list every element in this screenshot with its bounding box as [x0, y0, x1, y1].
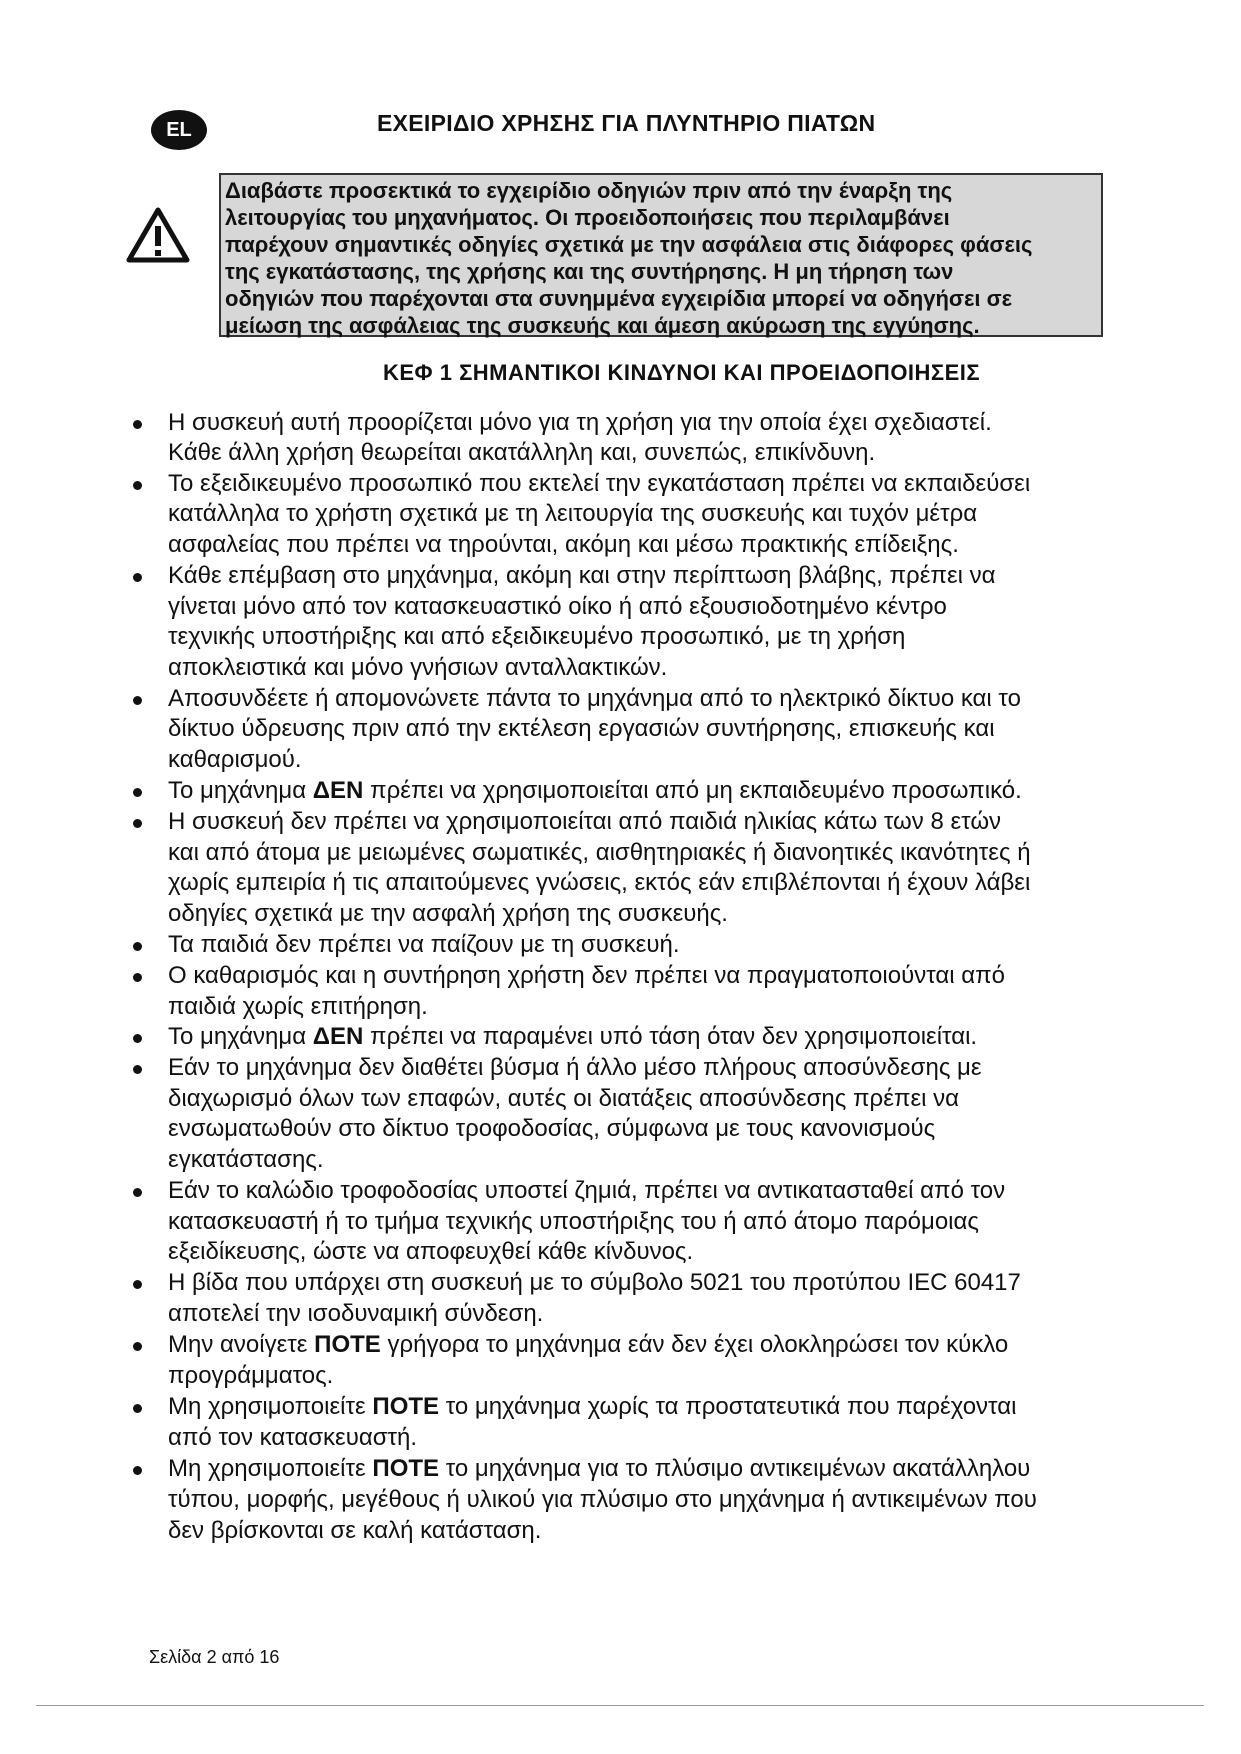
- bullet-text-line: καθαρισμού.: [168, 746, 302, 773]
- bullet-text-line: και από άτομα με μειωμένες σωματικές, αισθητηριακές ή διανοητικές ικανότητες ή: [168, 839, 1031, 866]
- bullet-icon: [133, 420, 142, 429]
- bullet-text-line: Μην ανοίγετε ΠΟΤΕ γρήγορα το μηχάνημα εάν δεν έχει ολοκληρώσει τον κύκλο: [168, 1331, 1009, 1358]
- bullet-text-line: εγκατάστασης.: [168, 1146, 324, 1173]
- bullet-icon: [133, 788, 142, 797]
- bullet-text-line: Εάν το καλώδιο τροφοδοσίας υποστεί ζημιά, πρέπει να αντικατασταθεί από τον: [168, 1177, 1006, 1204]
- bullet-text-line: Η συσκευή δεν πρέπει να χρησιμοποιείται από παιδιά ηλικίας κάτω των 8 ετών: [168, 808, 1002, 835]
- document-title: ΕΧΕΙΡΙΔΙΟ ΧΡΗΣΗΣ ΓΙΑ ΠΛΥΝΤΗΡΙΟ ΠΙΑΤΩΝ: [377, 110, 876, 136]
- warning-line: οδηγιών που παρέχονται στα συνημμένα εγχειρίδια μπορεί να οδηγήσει σε: [225, 286, 1013, 311]
- emphasis-text: ΠΟΤΕ: [314, 1331, 381, 1358]
- bullet-text-line: Κάθε επέμβαση στο μηχάνημα, ακόμη και στην περίπτωση βλάβης, πρέπει να: [168, 562, 996, 589]
- footer-divider: [36, 1705, 1204, 1706]
- bullet-text-line: Εάν το μηχάνημα δεν διαθέτει βύσμα ή άλλο μέσο πλήρους αποσύνδεσης με: [168, 1054, 982, 1081]
- bullet-icon: [133, 1065, 142, 1074]
- bullet-text-line: ασφαλείας που πρέπει να τηρούνται, ακόμη και μέσω πρακτικής επίδειξης.: [168, 531, 959, 558]
- bullet-icon: [133, 1342, 142, 1351]
- bullet-text-line: Μη χρησιμοποιείτε ΠΟΤΕ το μηχάνημα για το πλύσιμο αντικειμένων ακατάλληλου: [168, 1455, 1031, 1482]
- bullet-text-line: Μη χρησιμοποιείτε ΠΟΤΕ το μηχάνημα χωρίς τα προστατευτικά που παρέχονται: [168, 1393, 1017, 1420]
- bullet-text-line: Το μηχάνημα ΔΕΝ πρέπει να παραμένει υπό τάση όταν δεν χρησιμοποιείται.: [168, 1023, 978, 1050]
- bullet-icon: [133, 819, 142, 828]
- bullet-icon: [133, 1188, 142, 1197]
- warning-line: της εγκατάστασης, της χρήσης και της συντήρησης. Η μη τήρηση των: [225, 259, 954, 284]
- bullet-icon: [133, 573, 142, 582]
- bullet-text-line: Ο καθαρισμός και η συντήρηση χρήστη δεν πρέπει να πραγματοποιούνται από: [168, 962, 1005, 989]
- language-badge: EL: [151, 110, 207, 150]
- warning-line: Διαβάστε προσεκτικά το εγχειρίδιο οδηγιών πριν από την έναρξη της: [225, 178, 953, 203]
- bullet-text-line: παιδιά χωρίς επιτήρηση.: [168, 993, 428, 1020]
- emphasis-text: ΔΕΝ: [312, 1023, 364, 1050]
- bullet-text-line: αποτελεί την ισοδυναμική σύνδεση.: [168, 1300, 544, 1327]
- bullet-text-line: κατάλληλα το χρήστη σχετικά με τη λειτουργία της συσκευής και τυχόν μέτρα: [168, 500, 978, 527]
- bullet-icon: [133, 973, 142, 982]
- bullet-text-line: τεχνικής υποστήριξης και από εξειδικευμένο προσωπικό, με τη χρήση: [168, 623, 906, 650]
- emphasis-text: ΠΟΤΕ: [372, 1393, 440, 1420]
- bullet-text-line: τύπου, μορφής, μεγέθους ή υλικού για πλύσιμο στο μηχάνημα ή αντικειμένων που: [168, 1486, 1037, 1513]
- bullet-text-line: γίνεται μόνο από τον κατασκευαστικό οίκο ή από εξουσιοδοτημένο κέντρο: [168, 593, 947, 620]
- bullet-text-line: Η βίδα που υπάρχει στη συσκευή με το σύμβολο 5021 του προτύπου IEC 60417: [168, 1269, 1021, 1296]
- warning-line: παρέχουν σημαντικές οδηγίες σχετικά με την ασφάλεια στις διάφορες φάσεις: [225, 232, 1033, 257]
- bullet-text-line: οδηγίες σχετικά με την ασφαλή χρήση της συσκευής.: [168, 900, 728, 927]
- warning-line: μείωση της ασφάλειας της συσκευής και άμεση ακύρωση της εγγύησης.: [225, 313, 980, 338]
- bullet-icon: [133, 1280, 142, 1289]
- bullet-text-line: κατασκευαστή ή το τμήμα τεχνικής υποστήριξης του ή από άτομο παρόμοιας: [168, 1208, 979, 1235]
- page-number: Σελίδα 2 από 16: [149, 1647, 280, 1667]
- bullet-icon: [133, 1034, 142, 1043]
- bullet-text-line: ενσωματωθούν στο δίκτυο τροφοδοσίας, σύμφωνα με τους κανονισμούς: [168, 1115, 936, 1142]
- bullet-text-line: δεν βρίσκονται σε καλή κατάσταση.: [168, 1517, 542, 1544]
- bullet-text-line: αποκλειστικά και μόνο γνήσιων ανταλλακτικών.: [168, 654, 668, 681]
- bullet-text-line: Τα παιδιά δεν πρέπει να παίζουν με τη συσκευή.: [168, 931, 680, 958]
- bullet-text-line: διαχωρισμό όλων των επαφών, αυτές οι διατάξεις αποσύνδεσης πρέπει να: [168, 1085, 960, 1112]
- bullet-text-line: χωρίς εμπειρία ή τις απαιτούμενες γνώσεις, εκτός εάν επιβλέπονται ή έχουν λάβει: [168, 869, 1031, 896]
- chapter-title: ΚΕΦ 1 ΣΗΜΑΝΤΙΚΟΙ ΚΙΝΔΥΝΟΙ ΚΑΙ ΠΡΟΕΙΔΟΠΟΙΗΣΕΙΣ: [383, 360, 981, 385]
- bullet-text-line: από τον κατασκευαστή.: [168, 1424, 418, 1451]
- bullet-text-line: Το εξειδικευμένο προσωπικό που εκτελεί την εγκατάσταση πρέπει να εκπαιδεύσει: [168, 470, 1031, 497]
- bullet-text-line: δίκτυο ύδρευσης πριν από την εκτέλεση εργασιών συντήρησης, επισκευής και: [168, 715, 995, 742]
- bullet-icon: [133, 942, 142, 951]
- bullet-text-line: Αποσυνδέετε ή απομονώνετε πάντα το μηχάνημα από το ηλεκτρικό δίκτυο και το: [168, 685, 1021, 712]
- bullet-icon: [133, 1404, 142, 1413]
- bullet-icon: [133, 696, 142, 705]
- bullet-text-line: εξειδίκευσης, ώστε να αποφευχθεί κάθε κίνδυνος.: [168, 1238, 694, 1265]
- bullet-icon: [133, 481, 142, 490]
- bullet-text-line: Κάθε άλλη χρήση θεωρείται ακατάλληλη και, συνεπώς, επικίνδυνη.: [168, 439, 876, 466]
- warning-line: λειτουργίας του μηχανήματος. Οι προειδοποιήσεις που περιλαμβάνει: [225, 205, 950, 230]
- bullet-text-line: Το μηχάνημα ΔΕΝ πρέπει να χρησιμοποιείται από μη εκπαιδευμένο προσωπικό.: [168, 777, 1022, 804]
- bullet-text-line: προγράμματος.: [168, 1362, 334, 1389]
- bullet-icon: [133, 1466, 142, 1475]
- emphasis-text: ΠΟΤΕ: [372, 1455, 440, 1482]
- emphasis-text: ΔΕΝ: [312, 777, 364, 804]
- bullet-text-line: Η συσκευή αυτή προορίζεται μόνο για τη χρήση για την οποία έχει σχεδιαστεί.: [168, 409, 992, 436]
